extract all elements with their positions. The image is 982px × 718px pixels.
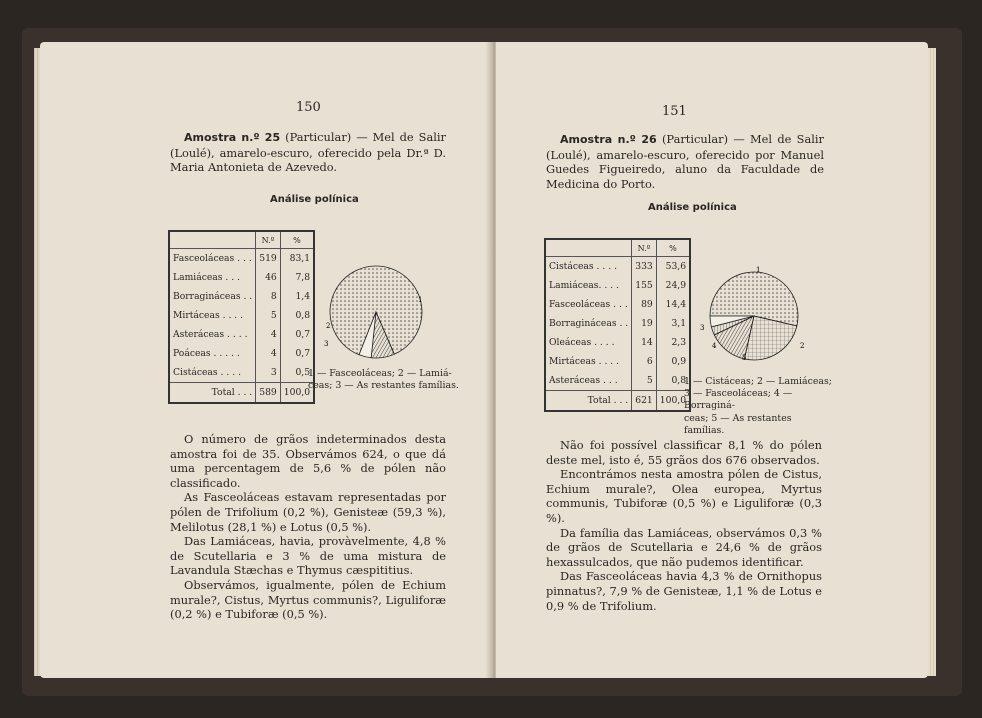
table-row: Lamiáceas . . . 46 7,8 bbox=[169, 268, 314, 287]
table-row: Fasceoláceas . . . 89 14,4 bbox=[545, 295, 690, 314]
table-row: Lamiáceas. . . . 155 24,9 bbox=[545, 276, 690, 295]
left-page bbox=[40, 42, 490, 678]
table-total-row: Total . . . 621 100,0 bbox=[545, 391, 690, 412]
pie-label-5: 5 bbox=[742, 354, 747, 362]
table-total-row: Total . . . 589 100,0 bbox=[169, 383, 314, 404]
pie-label-1: 1 bbox=[418, 296, 423, 304]
body-text bbox=[170, 432, 446, 622]
sample-description: (Particular) — Mel de Salir (Loulé), amarelo-escuro, oferecido pela Dr.ª D. Maria Antonieta de Azevedo. bbox=[170, 130, 446, 175]
right-page bbox=[496, 42, 928, 678]
table-row: Poáceas . . . . . 4 0,7 bbox=[169, 344, 314, 363]
pie-caption: 1 — Fasceoláceas; 2 — Lamiá- ceas; 3 — As restantes famílias. bbox=[308, 368, 459, 392]
header-count: N.º bbox=[632, 239, 657, 257]
table-row: Mirtáceas . . . . 6 0,9 bbox=[545, 352, 690, 371]
pie-label-2: 2 bbox=[326, 322, 331, 330]
table-row: Fasceoláceas . . . 519 83,1 bbox=[169, 249, 314, 269]
pie-caption: 1 — Cistáceas; 2 — Lamiáceas; 3 — Fasceoláceas; 4 — Borraginá- ceas; 5 — As restantes famílias. bbox=[684, 376, 832, 436]
pie-chart bbox=[320, 256, 440, 366]
paragraph: O número de grãos indeterminados desta amostra foi de 35. Observámos 624, o que dá uma percentagem de 5,6 % de pólen não classificado. bbox=[170, 432, 446, 490]
pie-label-3: 3 bbox=[700, 324, 705, 332]
paragraph: Não foi possível classificar 8,1 % do pólen deste mel, isto é, 55 grãos dos 676 observados. bbox=[546, 438, 822, 467]
analysis-title: Análise polínica bbox=[648, 202, 737, 213]
table-row: Oleáceas . . . . 14 2,3 bbox=[545, 333, 690, 352]
sample-description: (Particular) — Mel de Salir (Loulé), amarelo-escuro, oferecido por Manuel Guedes Figueiredo, aluno da Faculdade de Medicina do Porto. bbox=[546, 132, 824, 191]
paragraph: Das Lamiáceas, havia, provàvelmente, 4,8 % de Scutellaria e 3 % de uma mistura de Lavandula Stæchas e Thymus cæspititius. bbox=[170, 534, 446, 578]
table-row: Asteráceas . . . . 4 0,7 bbox=[169, 325, 314, 344]
pie-label-1: 1 bbox=[756, 266, 761, 274]
pie-chart bbox=[696, 264, 816, 374]
paragraph: Das Fasceoláceas havia 4,3 % de Ornithopus pinnatus?, 7,9 % de Genisteæ, 1,1 % de Lotus e 0,9 % de Trifolium. bbox=[546, 569, 822, 613]
sample-intro bbox=[170, 130, 446, 175]
table-row: Borragináceas . . 8 1,4 bbox=[169, 287, 314, 306]
header-percent: % bbox=[656, 239, 690, 257]
table-row: Borragináceas . . 19 3,1 bbox=[545, 314, 690, 333]
header-count: N.º bbox=[256, 231, 281, 249]
paragraph: Da família das Lamiáceas, observámos 0,3 % de grãos de Scutellaria e 24,6 % de grãos hexassulcados, que não pudemos identificar. bbox=[546, 525, 822, 569]
pie-label-2: 2 bbox=[800, 342, 805, 350]
paragraph: As Fasceoláceas estavam representadas por pólen de Trifolium (0,2 %), Genisteæ (59,3 %), Melilotus (28,1 %) e Lotus (0,5 %). bbox=[170, 490, 446, 534]
sample-label: Amostra n.º 25 bbox=[184, 131, 281, 144]
table-row: Cistáceas . . . . 333 53,6 bbox=[545, 257, 690, 277]
table-row: Mirtáceas . . . . 5 0,8 bbox=[169, 306, 314, 325]
pie-label-3: 3 bbox=[324, 340, 329, 348]
paragraph: Encontrámos nesta amostra pólen de Cistus, Echium murale?, Olea europea, Myrtus communis, Tubiforæ (0,5 %) e Liguliforæ (0,3 %). bbox=[546, 467, 822, 525]
table-row: Asteráceas . . . 5 0,8 bbox=[545, 371, 690, 391]
sample-intro bbox=[546, 132, 824, 191]
header-percent: % bbox=[280, 231, 314, 249]
table-row: Cistáceas . . . . 3 0,5 bbox=[169, 363, 314, 383]
paragraph: Observámos, igualmente, pólen de Echium murale?, Cistus, Myrtus communis?, Liguliforæ (0,2 %) e Tubiforæ (0,5 %). bbox=[170, 577, 446, 622]
pollen-table bbox=[168, 230, 315, 404]
sample-label: Amostra n.º 26 bbox=[560, 133, 657, 146]
body-text bbox=[546, 438, 822, 613]
analysis-title: Análise polínica bbox=[270, 194, 359, 205]
page-number: 151 bbox=[662, 104, 687, 119]
pollen-table bbox=[544, 238, 691, 412]
page-number: 150 bbox=[296, 100, 321, 115]
pie-label-4: 4 bbox=[712, 342, 717, 350]
